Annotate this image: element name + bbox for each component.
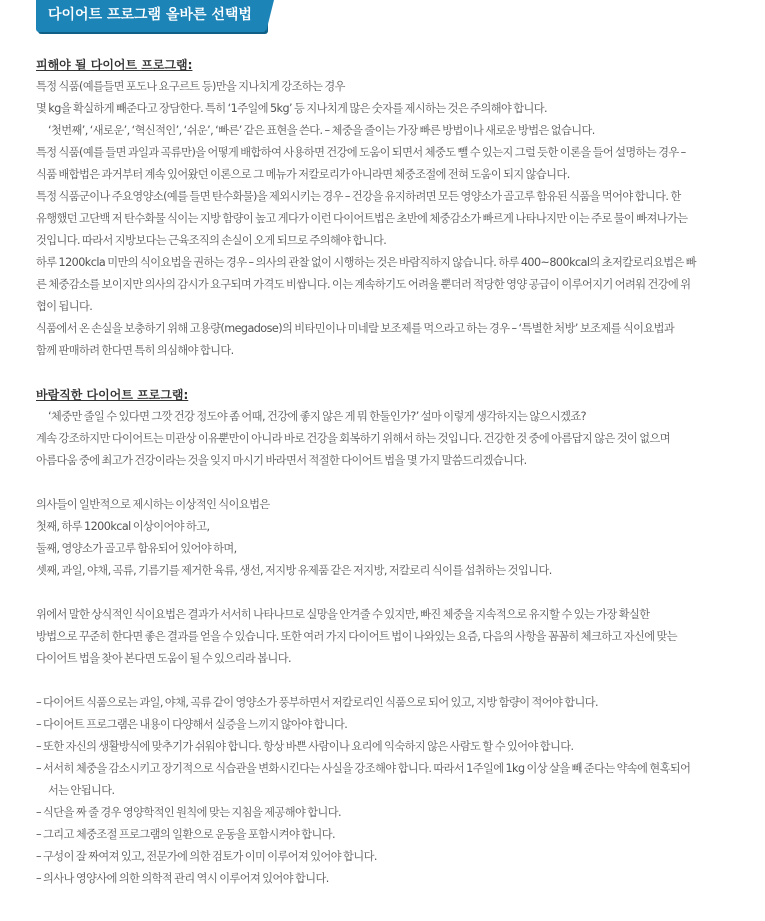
article-body [36,54,748,890]
good-intro-line: ‘체중만 줄일 수 있다면 그깟 건강 정도야 좀 어때, 건강에 좋지 않은 게 뭐 한둘인가?’ 설마 이렇게 생각하지는 않으시겠죠? [48,410,586,423]
summary-line: 방법으로 꾸준히 한다면 좋은 결과를 얻을 수 있습니다. 또한 여러 가지 다이어트 법이 나와있는 요즘, 다음의 사항을 꼼꼼히 체크하고 자신에 맞는 [36,630,678,643]
avoid-line: 유행했던 고단백 저 탄수화물 식이는 지방 함량이 높고 게다가 이런 다이어트법은 초반에 체중감소가 빠르게 나타나지만 이는 주로 물이 빠져나가는 [36,212,688,225]
checklist-item: 서는 안됩니다. [48,784,115,797]
good-intro-line: 아름다움 중에 최고가 건강이라는 것을 잊지 마시기 바라면서 적절한 다이어트 법을 몇 가지 말씀드리겠습니다. [36,454,527,467]
checklist-item: – 다이어트 프로그램은 내용이 다양해서 실증을 느끼지 않아야 합니다. [36,718,348,731]
avoid-line: ‘첫번째’, ‘새로운’, ‘혁신적인’, ‘쉬운’, ‘빠른’ 같은 표현을 쓴다. – 체중을 줄이는 가장 빠른 방법이나 새로운 방법은 없습니다. [48,124,595,137]
avoid-line: 함께 판매하려 한다면 특히 의심해야 합니다. [36,344,234,357]
diet-line: 둘째, 영양소가 골고루 함유되어 있어야 하며, [36,542,237,555]
checklist-item: – 의사나 영양사에 의한 의학적 관리 역시 이루어져 있어야 합니다. [36,872,329,885]
diet-line: 의사들이 일반적으로 제시하는 이상적인 식이요법은 [36,498,270,511]
avoid-line: 것입니다. 따라서 지방보다는 근육조직의 손실이 오게 되므로 주의해야 합니다. [36,234,387,247]
avoid-line: 하루 1200kcla 미만의 식이요법을 권하는 경우 – 의사의 관찰 없이 시행하는 것은 바람직하지 않습니다. 하루 400~800kcal의 초저칼로리요법은 빠 [36,256,697,269]
page-title: 다이어트 프로그램 올바른 선택법 [36,0,266,32]
checklist-item: – 다이어트 식품으로는 과일, 야채, 곡류 같이 영양소가 풍부하면서 저칼로리인 식품으로 되어 있고, 지방 함량이 적어야 합니다. [36,696,599,709]
diet-line: 첫째, 하루 1200kcal 이상이어야 하고, [36,520,210,533]
checklist-item: – 식단을 짜 줄 경우 영양학적인 원칙에 맞는 지침을 제공해야 합니다. [36,806,342,819]
good-intro-line: 계속 강조하지만 다이어트는 미관상 이유뿐만이 아니라 바로 건강을 회복하기 위해서 하는 것입니다. 건강한 것 중에 아름답지 않은 것이 없으며 [36,432,671,445]
avoid-heading: 피해야 될 다이어트 프로그램: [36,58,193,72]
avoid-line: 특정 식품군이나 주요영양소(예를 들면 탄수화물)을 제외시키는 경우 – 건강을 유지하려면 모든 영양소가 골고루 함유된 식품을 먹어야 합니다. 한 [36,190,681,203]
avoid-line: 식품에서 온 손실을 보충하기 위해 고용량(megadose)의 비타민이나 미네랄 보조제를 먹으라고 하는 경우 – ‘특별한 처방’ 보조제를 식이요법과 [36,322,675,335]
avoid-line: 른 체중감소를 보이지만 의사의 감시가 요구되며 가격도 비쌉니다. 이는 계속하기도 어려울 뿐더러 적당한 영양 공급이 이루어지기 어려워 건강에 위 [36,278,691,291]
checklist-item: – 구성이 잘 짜여져 있고, 전문가에 의한 검토가 이미 이루어져 있어야 합니다. [36,850,377,863]
checklist-item: – 그리고 체중조절 프로그램의 일환으로 운동을 포함시켜야 합니다. [36,828,336,841]
checklist-item: – 또한 자신의 생활방식에 맞추기가 쉬워야 합니다. 항상 바쁜 사람이나 요리에 익숙하지 않은 사람도 할 수 있어야 합니다. [36,740,574,753]
checklist-item: – 서서히 체중을 감소시키고 장기적으로 식습관을 변화시킨다는 사실을 강조해야 합니다. 따라서 1주일에 1kg 이상 살을 빼 준다는 약속에 현혹되어 [36,762,691,775]
diet-line: 셋째, 과일, 야채, 곡류, 기름기를 제거한 육류, 생선, 저지방 유제품 같은 저지방, 저칼로리 식이를 섭취하는 것입니다. [36,564,552,577]
avoid-line: 특정 식품(예를 들면 과일과 곡류만)을 어떻게 배합하여 사용하면 건강에 도움이 되면서 체중도 뺄 수 있는지 그럴 듯한 이론을 들어 설명하는 경우 – [36,146,686,159]
avoid-line: 식품 배합법은 과거부터 계속 있어왔던 이론으로 그 메뉴가 저칼로리가 아니라면 체중조절에 전혀 도움이 되지 않습니다. [36,168,570,181]
avoid-line: 협이 됩니다. [36,300,93,313]
good-heading: 바람직한 다이어트 프로그램: [36,388,189,402]
avoid-line: 몇 kg을 확실하게 빼준다고 장담한다. 특히 ‘1주일에 5kg’ 등 지나치게 많은 숫자를 제시하는 것은 주의해야 합니다. [36,102,548,115]
summary-line: 위에서 말한 상식적인 식이요법은 결과가 서서히 나타나므로 실망을 안겨줄 수 있지만, 빠진 체중을 지속적으로 유지할 수 있는 가장 확실한 [36,608,650,621]
avoid-line: 특정 식품(예를들면 포도나 요구르트 등)만을 지나치게 강조하는 경우 [36,80,345,93]
summary-line: 다이어트 법을 찾아 본다면 도움이 될 수 있으리라 봅니다. [36,652,291,665]
